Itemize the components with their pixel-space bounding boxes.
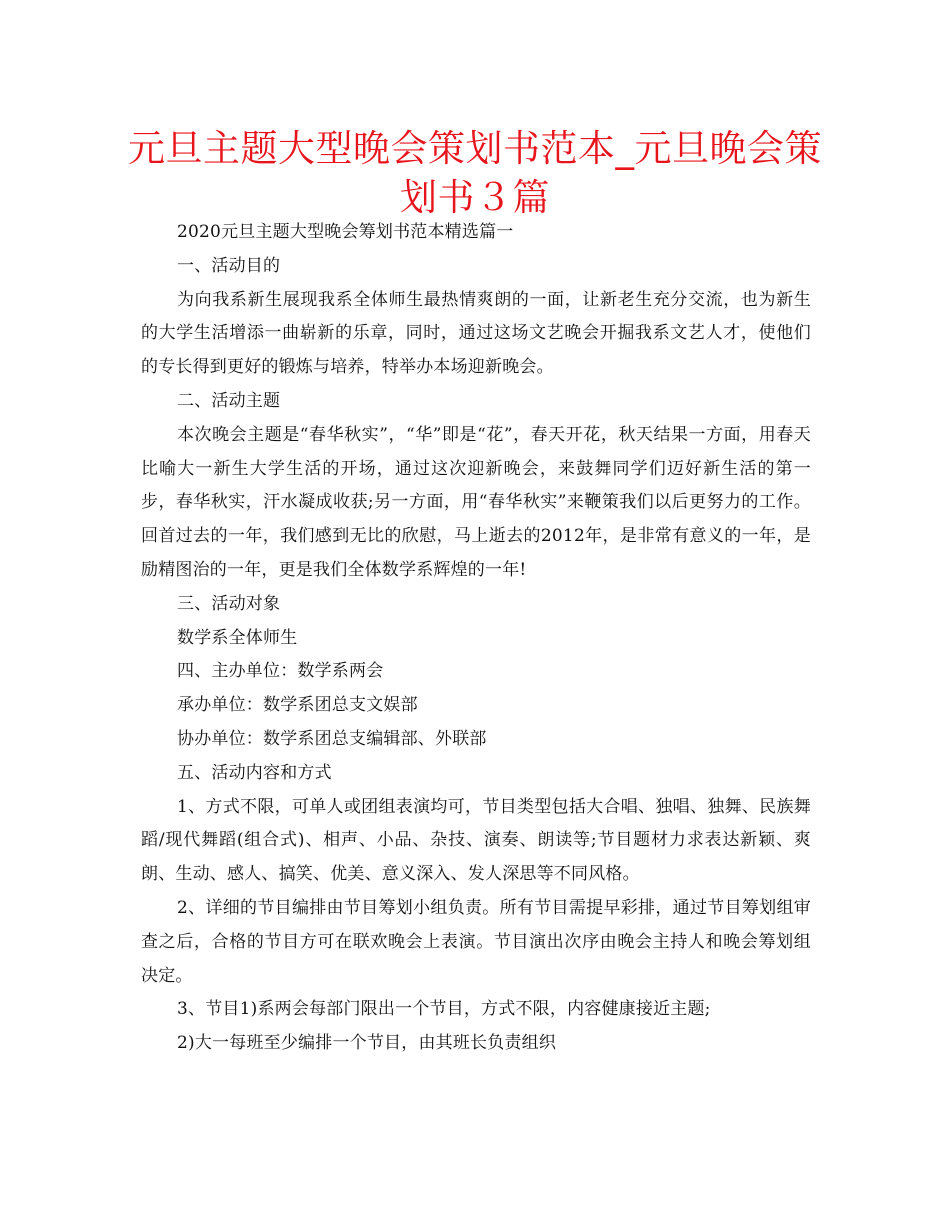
paragraph-activity-target: 数学系全体师生 bbox=[177, 627, 298, 648]
paragraph-format-3: 3、节目1)系两会每部门限出一个节目，方式不限，内容健康接近主题; bbox=[177, 999, 711, 1020]
paragraph-assist-unit: 协办单位：数学系团总支编辑部、外联部 bbox=[177, 728, 487, 749]
document-body bbox=[141, 216, 811, 1061]
heading-content-format: 五、活动内容和方式 bbox=[177, 762, 332, 783]
heading-activity-purpose: 一、活动目的 bbox=[177, 255, 281, 276]
paragraph-activity-theme: 本次晚会主题是“春华秋实”，“华”即是“花”，春天开花，秋天结果一方面，用春天比喻大一新生大学生活的开场，通过这次迎新晚会，来鼓舞同学们迈好新生活的第一步，春华秋实，汗水凝成收获;另一方面，用“春华秋实”来鞭策我们以后更努力的工作。回首过去的一年，我们感到无比的欣慰，马上逝去的2012年，是非常有意义的一年，是励精图治的一年，更是我们全体数学系辉煌的一年! bbox=[141, 424, 811, 580]
paragraph-activity-purpose: 为向我系新生展现我系全体师生最热情爽朗的一面，让新老生充分交流，也为新生的大学生活增添一曲崭新的乐章，同时，通过这场文艺晚会开掘我系文艺人才，使他们的专长得到更好的锻炼与培养，特举办本场迎新晚会。 bbox=[141, 289, 811, 378]
section-intro: 2020元旦主题大型晚会筹划书范本精选篇一 bbox=[177, 222, 514, 242]
heading-organizer: 四、主办单位：数学系两会 bbox=[177, 661, 384, 682]
heading-activity-theme: 二、活动主题 bbox=[177, 390, 281, 411]
document-title: 元旦主题大型晚会策划书范本_元旦晚会策划书３篇 bbox=[128, 127, 822, 219]
paragraph-format-4: 2)大一每班至少编排一个节目，由其班长负责组织 bbox=[177, 1033, 557, 1054]
heading-activity-target: 三、活动对象 bbox=[177, 593, 281, 614]
paragraph-format-1: 1、方式不限，可单人或团组表演均可，节目类型包括大合唱、独唱、独舞、民族舞蹈/现代舞蹈(组合式)、相声、小品、杂技、演奏、朗读等;节目题材力求表达新颖、爽朗、生动、感人、搞笑、优美、意义深入、发人深思等不同风格。 bbox=[141, 796, 811, 885]
paragraph-host-unit: 承办单位：数学系团总支文娱部 bbox=[177, 695, 418, 716]
paragraph-format-2: 2、详细的节目编排由节目筹划小组负责。所有节目需提早彩排，通过节目筹划组审查之后，合格的节目方可在联欢晚会上表演。节目演出次序由晚会主持人和晚会筹划组决定。 bbox=[141, 897, 811, 986]
